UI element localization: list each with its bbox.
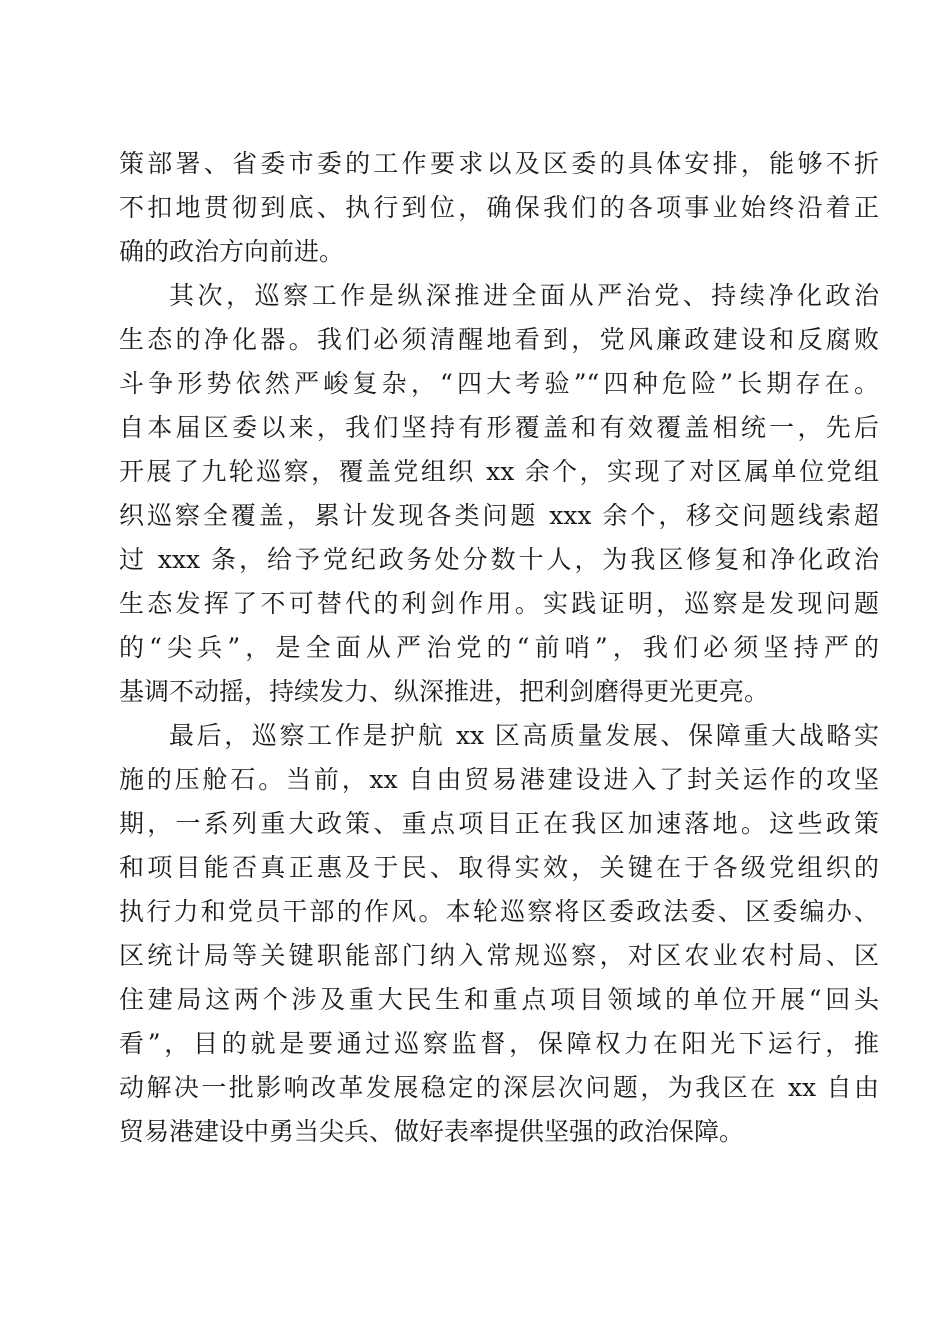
body-line: 过 xxx 条，给予党纪政务处分数十人，为我区修复和净化政治 — [119, 545, 879, 574]
body-line: 的“尖兵”，是全面从严治党的“前哨”，我们必须坚持严的 — [119, 633, 879, 662]
body-line: 住建局这两个涉及重大民生和重点项目领域的单位开展“回头 — [119, 985, 879, 1014]
body-line: 贸易港建设中勇当尖兵、做好表率提供坚强的政治保障。 — [119, 1117, 745, 1146]
body-line: 策部署、省委市委的工作要求以及区委的具体安排，能够不折 — [119, 149, 879, 178]
body-line: 看”，目的就是要通过巡察监督，保障权力在阳光下运行，推 — [119, 1029, 879, 1058]
paragraph-first-line: 其次，巡察工作是纵深推进全面从严治党、持续净化政治 — [169, 281, 879, 310]
body-line: 斗争形势依然严峻复杂，“四大考验”“四种危险”长期存在。 — [119, 369, 879, 398]
body-line: 期，一系列重大政策、重点项目正在我区加速落地。这些政策 — [119, 809, 879, 838]
body-line: 生态的净化器。我们必须清醒地看到，党风廉政建设和反腐败 — [119, 325, 879, 354]
body-line: 区统计局等关键职能部门纳入常规巡察，对区农业农村局、区 — [119, 941, 879, 970]
body-line: 施的压舱石。当前，xx 自由贸易港建设进入了封关运作的攻坚 — [119, 765, 879, 794]
body-line: 织巡察全覆盖，累计发现各类问题 xxx 余个，移交问题线索超 — [119, 501, 879, 530]
body-line: 基调不动摇，持续发力、纵深推进，把利剑磨得更光更亮。 — [119, 677, 770, 706]
body-line: 不扣地贯彻到底、执行到位，确保我们的各项事业始终沿着正 — [119, 193, 879, 222]
body-line: 动解决一批影响改革发展稳定的深层次问题，为我区在 xx 自由 — [119, 1073, 879, 1102]
paragraph-first-line: 最后，巡察工作是护航 xx 区高质量发展、保障重大战略实 — [169, 721, 879, 750]
body-line: 自本届区委以来，我们坚持有形覆盖和有效覆盖相统一，先后 — [119, 413, 879, 442]
body-line: 生态发挥了不可替代的利剑作用。实践证明，巡察是发现问题 — [119, 589, 879, 618]
body-line: 和项目能否真正惠及于民、取得实效，关键在于各级党组织的 — [119, 853, 879, 882]
body-line: 确的政治方向前进。 — [119, 237, 345, 266]
body-line: 执行力和党员干部的作风。本轮巡察将区委政法委、区委编办、 — [119, 897, 879, 926]
document-body — [119, 142, 879, 1154]
body-line: 开展了九轮巡察，覆盖党组织 xx 余个，实现了对区属单位党组 — [119, 457, 879, 486]
